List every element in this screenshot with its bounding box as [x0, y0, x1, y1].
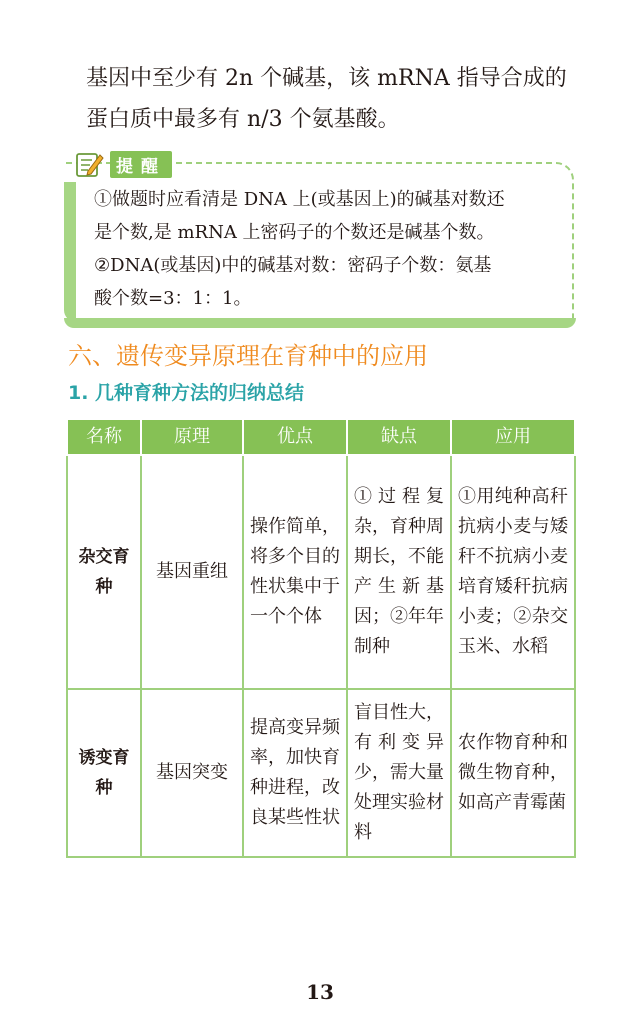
cell-advantage: 操作简单，将多个目的性状集中于一个个体: [243, 455, 347, 689]
cell-principle: 基因突变: [141, 689, 243, 857]
tip-text: [94, 183, 564, 315]
intro-line: 基因中至少有 2n 个碱基，该 mRNA 指导合成的: [86, 66, 567, 91]
breeding-methods-table: [66, 418, 576, 858]
cell-application: 农作物育种和微生物育种，如高产青霉菌: [451, 689, 575, 857]
table-row: [67, 455, 575, 689]
tip-line: 酸个数=3：1：1。: [94, 288, 252, 309]
cell-principle: 基因重组: [141, 455, 243, 689]
section-title: 六、遗传变异原理在育种中的应用: [68, 342, 428, 370]
table-header: 缺点: [347, 419, 451, 455]
cell-name: 诱变育种: [67, 689, 141, 857]
table-header-row: [67, 419, 575, 455]
tip-label: 提醒: [110, 151, 172, 178]
table-row: [67, 689, 575, 857]
tip-line: 是个数,是 mRNA 上密码子的个数还是碱基个数。: [94, 222, 495, 243]
cell-disadvantage: ①过程复杂，育种周期长，不能产生新基因；②年年制种: [347, 455, 451, 689]
cell-disadvantage: 盲目性大，有利变异少，需大量处理实验材料: [347, 689, 451, 857]
page-number: 13: [306, 980, 334, 1004]
notepad-pencil-icon: [74, 149, 104, 179]
tip-line: ②DNA(或基因)中的碱基对数：密码子个数：氨基: [94, 255, 492, 276]
table-header: 应用: [451, 419, 575, 455]
intro-line: 蛋白质中最多有 n/3 个氨基酸。: [86, 107, 400, 132]
tip-line: ①做题时应看清是 DNA 上(或基因上)的碱基对数还: [94, 189, 505, 210]
table-header: 名称: [67, 419, 141, 455]
intro-paragraph: [86, 58, 596, 140]
cell-advantage: 提高变异频率，加快育种进程，改良某些性状: [243, 689, 347, 857]
table-header: 原理: [141, 419, 243, 455]
cell-name: 杂交育种: [67, 455, 141, 689]
tip-header: [74, 149, 172, 179]
sub-title: 1. 几种育种方法的归纳总结: [68, 382, 305, 404]
cell-application: ①用纯种高秆抗病小麦与矮秆不抗病小麦培育矮秆抗病小麦；②杂交玉米、水稻: [451, 455, 575, 689]
table-header: 优点: [243, 419, 347, 455]
